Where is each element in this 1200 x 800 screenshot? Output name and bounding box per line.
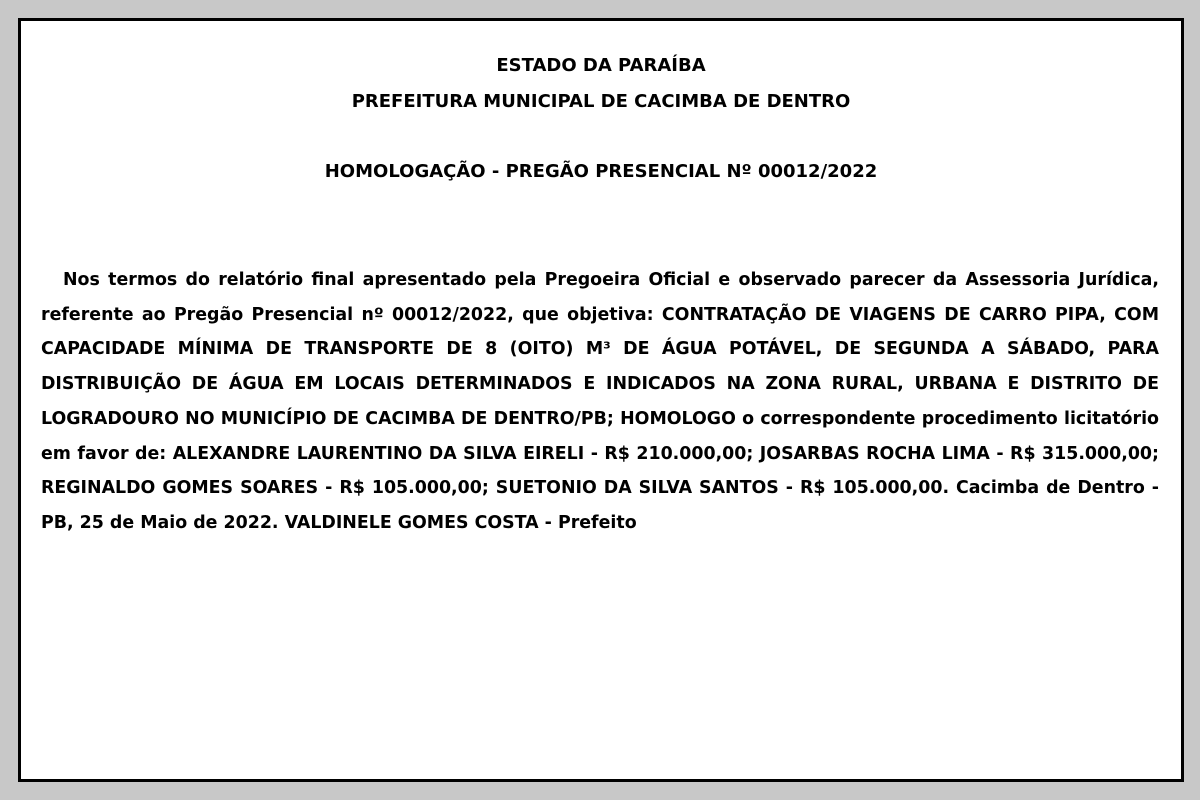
document-frame [18, 18, 1184, 782]
document-title: HOMOLOGAÇÃO - PREGÃO PRESENCIAL Nº 00012/2022 [324, 161, 878, 182]
state-heading: ESTADO DA PARAÍBA [496, 55, 706, 76]
body-paragraph: Nos termos do relatório final apresentado pela Pregoeira Oficial e observado parecer da Assessoria Jurídica, referente ao Pregão Presencial nº 00012/2022, que objetiva: CONTRATAÇÃO DE VIAGENS DE CARRO PIPA, COM CAPACIDADE MÍNIMA DE TRANSPORTE DE 8 (OITO) M³ DE ÁGUA POTÁVEL, DE SEGUNDA A SÁBADO, PARA DISTRIBUIÇÃO DE ÁGUA EM LOCAIS DETERMINADOS E INDICADOS NA ZONA RURAL, URBANA E DISTRITO DE LOGRADOURO NO MUNICÍPIO DE CACIMBA DE DENTRO/PB; HOMOLOGO o correspondente procedimento licitatório em favor de: ALEXANDRE LAURENTINO DA SILVA EIRELI - R$ 210.000,00; JOSARBAS ROCHA LIMA - R$ 315.000,00; REGINALDO GOMES SOARES - R$ 105.000,00; SUETONIO DA SILVA SANTOS - R$ 105.000,00. Cacimba de Dentro - PB, 25 de Maio de 2022. VALDINELE GOMES COSTA - Prefeito [41, 270, 1159, 533]
municipality-heading: PREFEITURA MUNICIPAL DE CACIMBA DE DENTRO [351, 91, 851, 112]
